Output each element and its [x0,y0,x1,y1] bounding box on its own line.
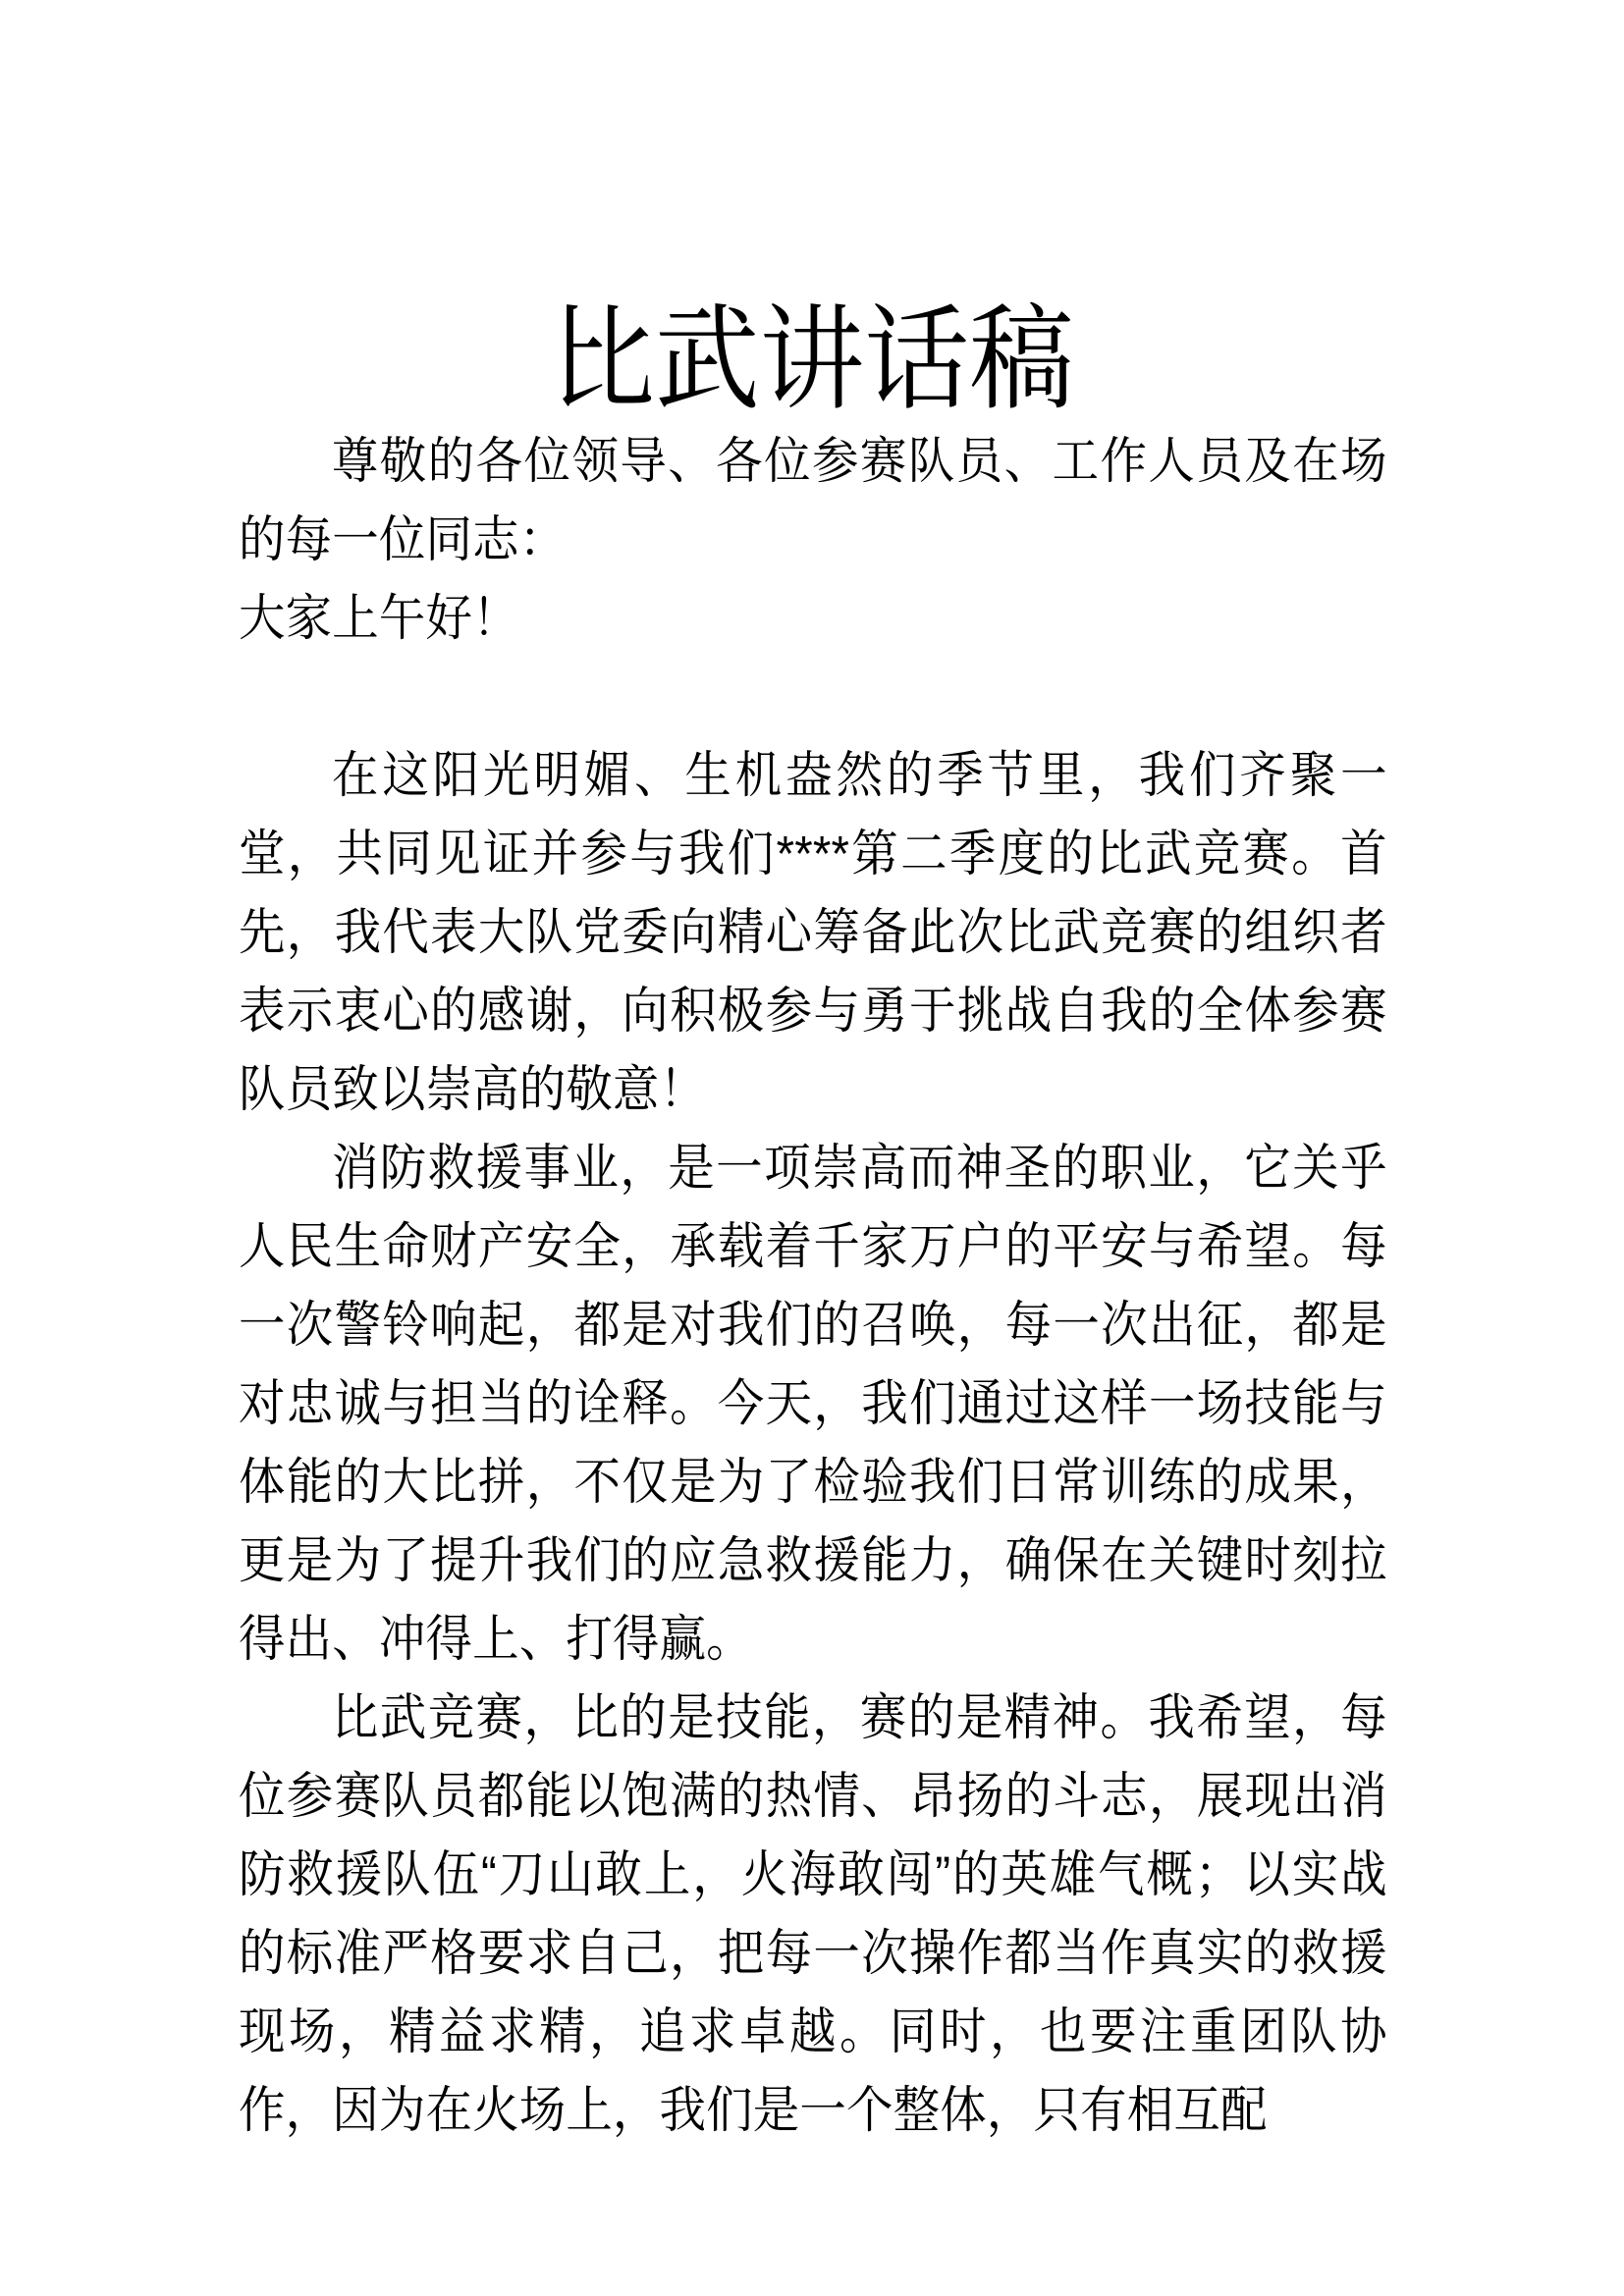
page-title: 比武讲话稿 [550,294,1074,423]
paragraph-greeting: 大家上午好！ [239,590,519,646]
document-body [239,422,1387,2150]
paragraph-mission: 消防救援事业，是一项崇高而神圣的职业，它关乎人民生命财产安全，承载着千家万户的平安与希望。每一次警铃响起，都是对我们的召唤，每一次出征，都是对忠诚与担当的诠释。今天，我们通过这样一场技能与体能的大比拼，不仅是为了检验我们日常训练的成果，更是为了提升我们的应急救援能力，确保在关键时刻拉得出、冲得上、打得赢。 [239,1140,1387,1667]
paragraph-spacer [239,658,1387,736]
paragraph-expectation: 比武竞赛，比的是技能，赛的是精神。我希望，每位参赛队员都能以饱满的热情、昂扬的斗志，展现出消防救援队伍“刀山敢上，火海敢闯”的英雄气概；以实战的标准严格要求自己，把每一次操作都当作真实的救援现场，精益求精，追求卓越。同时，也要注重团队协作，因为在火场上，我们是一个整体，只有相互配 [239,1689,1387,2138]
paragraph-salutation: 尊敬的各位领导、各位参赛队员、工作人员及在场的每一位同志： [239,433,1387,567]
paragraph-opening: 在这阳光明媚、生机盎然的季节里，我们齐聚一堂，共同见证并参与我们****第二季度的比武竞赛。首先，我代表大队党委向精心筹备此次比武竞赛的组织者表示衷心的感谢，向积极参与勇于挑战自我的全体参赛队员致以崇高的敬意！ [239,747,1387,1117]
